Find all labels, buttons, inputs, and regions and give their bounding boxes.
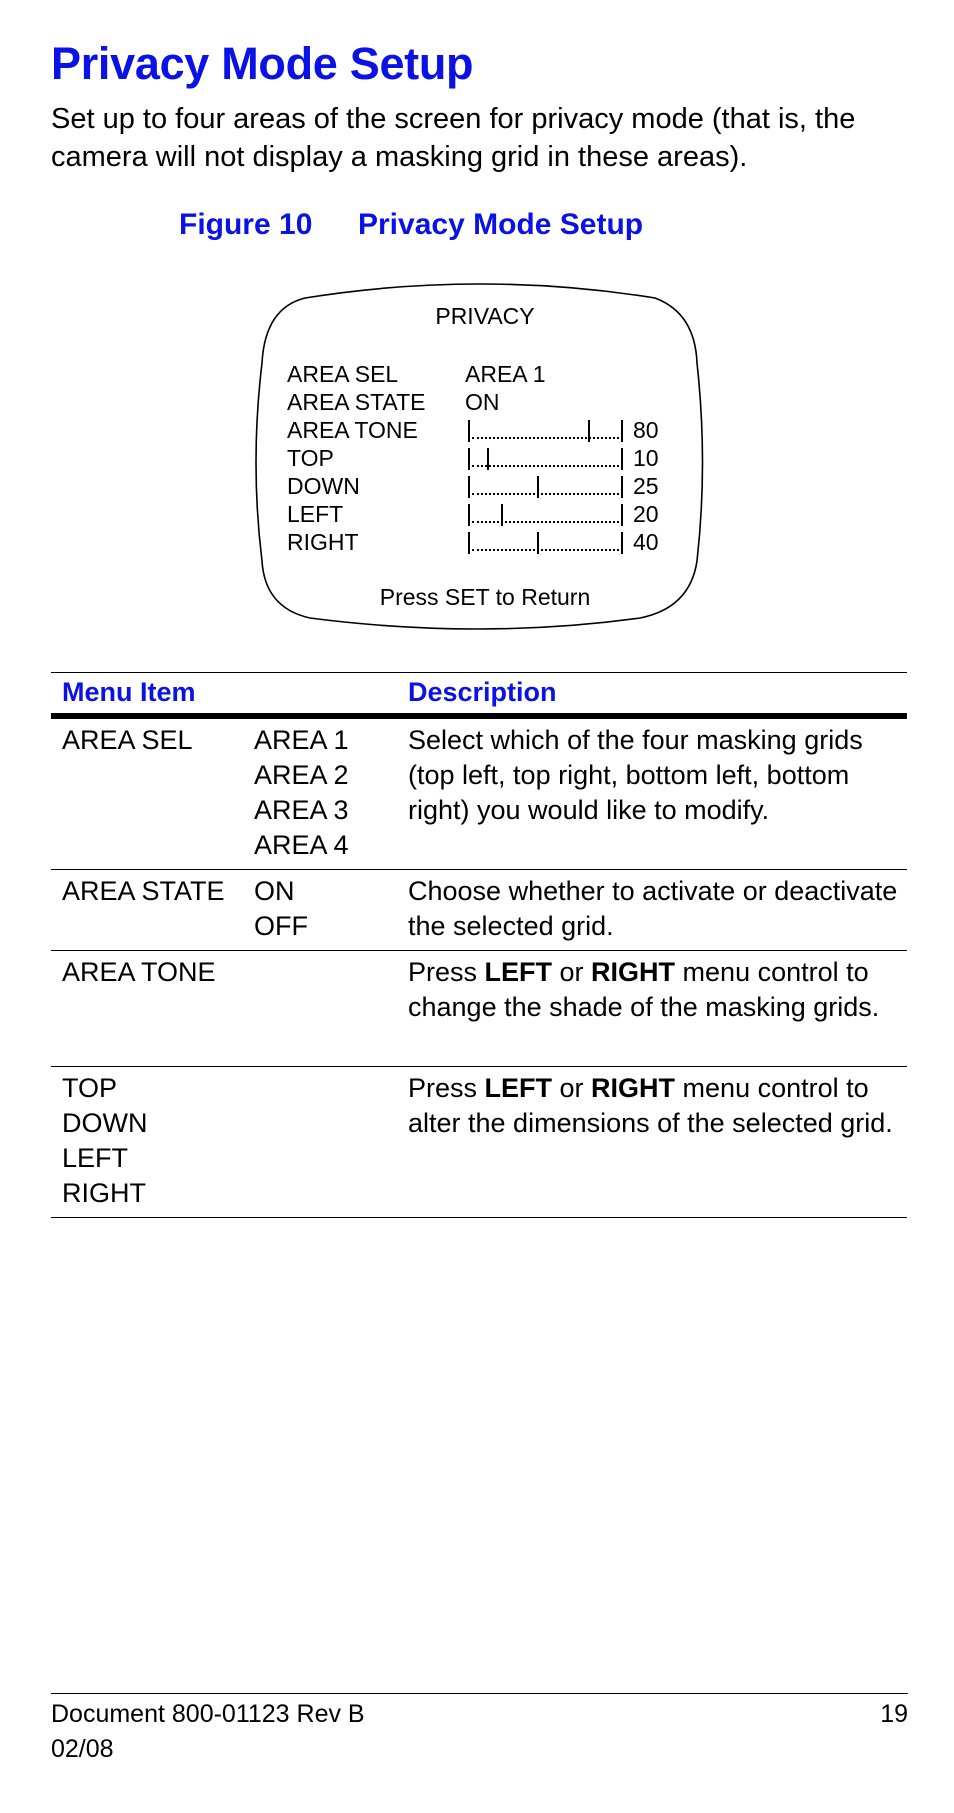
osd-value: AREA 1: [465, 361, 546, 387]
monitor-osd-diagram: [250, 278, 710, 644]
table-row: [51, 719, 907, 870]
slider-right-bar: [621, 448, 623, 470]
options-cell: [254, 874, 308, 944]
slider-left-bar: [468, 476, 470, 498]
intro-paragraph: Set up to four areas of the screen for privacy mode (that is, the camera will not display a masking grid in these areas).: [51, 103, 856, 173]
menu-item-value: RIGHT: [62, 1178, 146, 1208]
header-description: Description: [408, 677, 557, 707]
menu-item-value: LEFT: [62, 1143, 129, 1173]
desc-text: Press: [408, 957, 485, 987]
menu-item-cell: AREA SEL: [62, 725, 193, 755]
slider-track: [472, 465, 619, 467]
slider-track: [472, 437, 619, 439]
description-cell: [408, 955, 907, 1025]
osd-label: DOWN: [287, 473, 360, 499]
slider-left-bar: [468, 420, 470, 442]
slider-marker: [501, 504, 503, 526]
osd-slider: [468, 532, 623, 554]
slider-marker: [537, 532, 539, 554]
osd-label: AREA STATE: [287, 389, 426, 415]
slider-marker: [487, 448, 489, 470]
figure-number: Figure 10: [179, 208, 313, 241]
osd-slider: [468, 448, 623, 470]
figure-caption: [179, 208, 643, 242]
document-number: Document 800-01123 Rev B: [51, 1700, 365, 1728]
slider-right-bar: [621, 504, 623, 526]
footer-document-info: [51, 1697, 365, 1767]
page-number: 19: [880, 1700, 908, 1728]
desc-text: Press: [408, 1073, 485, 1103]
osd-value: 10: [633, 445, 659, 471]
menu-item-cell: AREA TONE: [62, 957, 216, 987]
menu-item-cell: [62, 1071, 147, 1211]
osd-value: ON: [465, 389, 500, 415]
slider-left-bar: [468, 504, 470, 526]
desc-text: or: [552, 1073, 592, 1103]
osd-value: 40: [633, 529, 659, 555]
slider-marker: [537, 476, 539, 498]
desc-bold: RIGHT: [591, 957, 676, 987]
page-title: Privacy Mode Setup: [51, 38, 474, 89]
desc-bold: RIGHT: [591, 1073, 676, 1103]
osd-value: 20: [633, 501, 659, 527]
table-header: [51, 673, 907, 719]
osd-label: TOP: [287, 445, 334, 471]
osd-label: LEFT: [287, 501, 344, 527]
slider-right-bar: [621, 532, 623, 554]
osd-title: PRIVACY: [435, 303, 535, 329]
osd-label: RIGHT: [287, 529, 359, 555]
footer-rule: [51, 1693, 908, 1694]
option-value: AREA 3: [254, 795, 349, 825]
slider-track: [472, 549, 619, 551]
desc-text: menu control to alter the dimensions of the selected grid.: [408, 1073, 893, 1138]
figure-title: Privacy Mode Setup: [358, 208, 644, 241]
osd-value: 25: [633, 473, 659, 499]
desc-bold: LEFT: [484, 1073, 553, 1103]
slider-right-bar: [621, 420, 623, 442]
slider-left-bar: [468, 448, 470, 470]
description-cell: Choose whether to activate or deactivate the selected grid.: [408, 876, 898, 941]
description-cell: [408, 1071, 907, 1141]
osd-value: 80: [633, 417, 659, 443]
slider-marker: [588, 420, 590, 442]
option-value: AREA 2: [254, 760, 349, 790]
slider-right-bar: [621, 476, 623, 498]
table-row: [51, 951, 907, 1067]
desc-text: or: [552, 957, 592, 987]
table-row: [51, 1067, 907, 1218]
menu-item-value: TOP: [62, 1073, 118, 1103]
option-value: AREA 1: [254, 725, 349, 755]
header-menu-item: Menu Item: [62, 677, 196, 707]
osd-footer: Press SET to Return: [379, 584, 591, 610]
option-value: ON: [254, 876, 295, 906]
menu-item-value: DOWN: [62, 1108, 148, 1138]
slider-track: [472, 521, 619, 523]
options-cell: [254, 723, 349, 863]
slider-track: [472, 493, 619, 495]
slider-left-bar: [468, 532, 470, 554]
desc-bold: LEFT: [484, 957, 553, 987]
description-cell: Select which of the four masking grids (top left, top right, bottom left, bottom right) you would like to modify.: [408, 725, 863, 825]
table-row: [51, 870, 907, 951]
menu-item-cell: AREA STATE: [62, 876, 225, 906]
osd-slider: [468, 420, 623, 442]
option-value: OFF: [254, 911, 308, 941]
option-value: AREA 4: [254, 830, 349, 860]
menu-table: [51, 672, 907, 1218]
osd-slider: [468, 504, 623, 526]
osd-slider: [468, 476, 623, 498]
osd-label: AREA TONE: [287, 417, 418, 443]
document-date: 02/08: [51, 1735, 114, 1763]
desc-text: menu control to change the shade of the masking grids.: [408, 957, 880, 1022]
osd-label: AREA SEL: [287, 361, 399, 387]
